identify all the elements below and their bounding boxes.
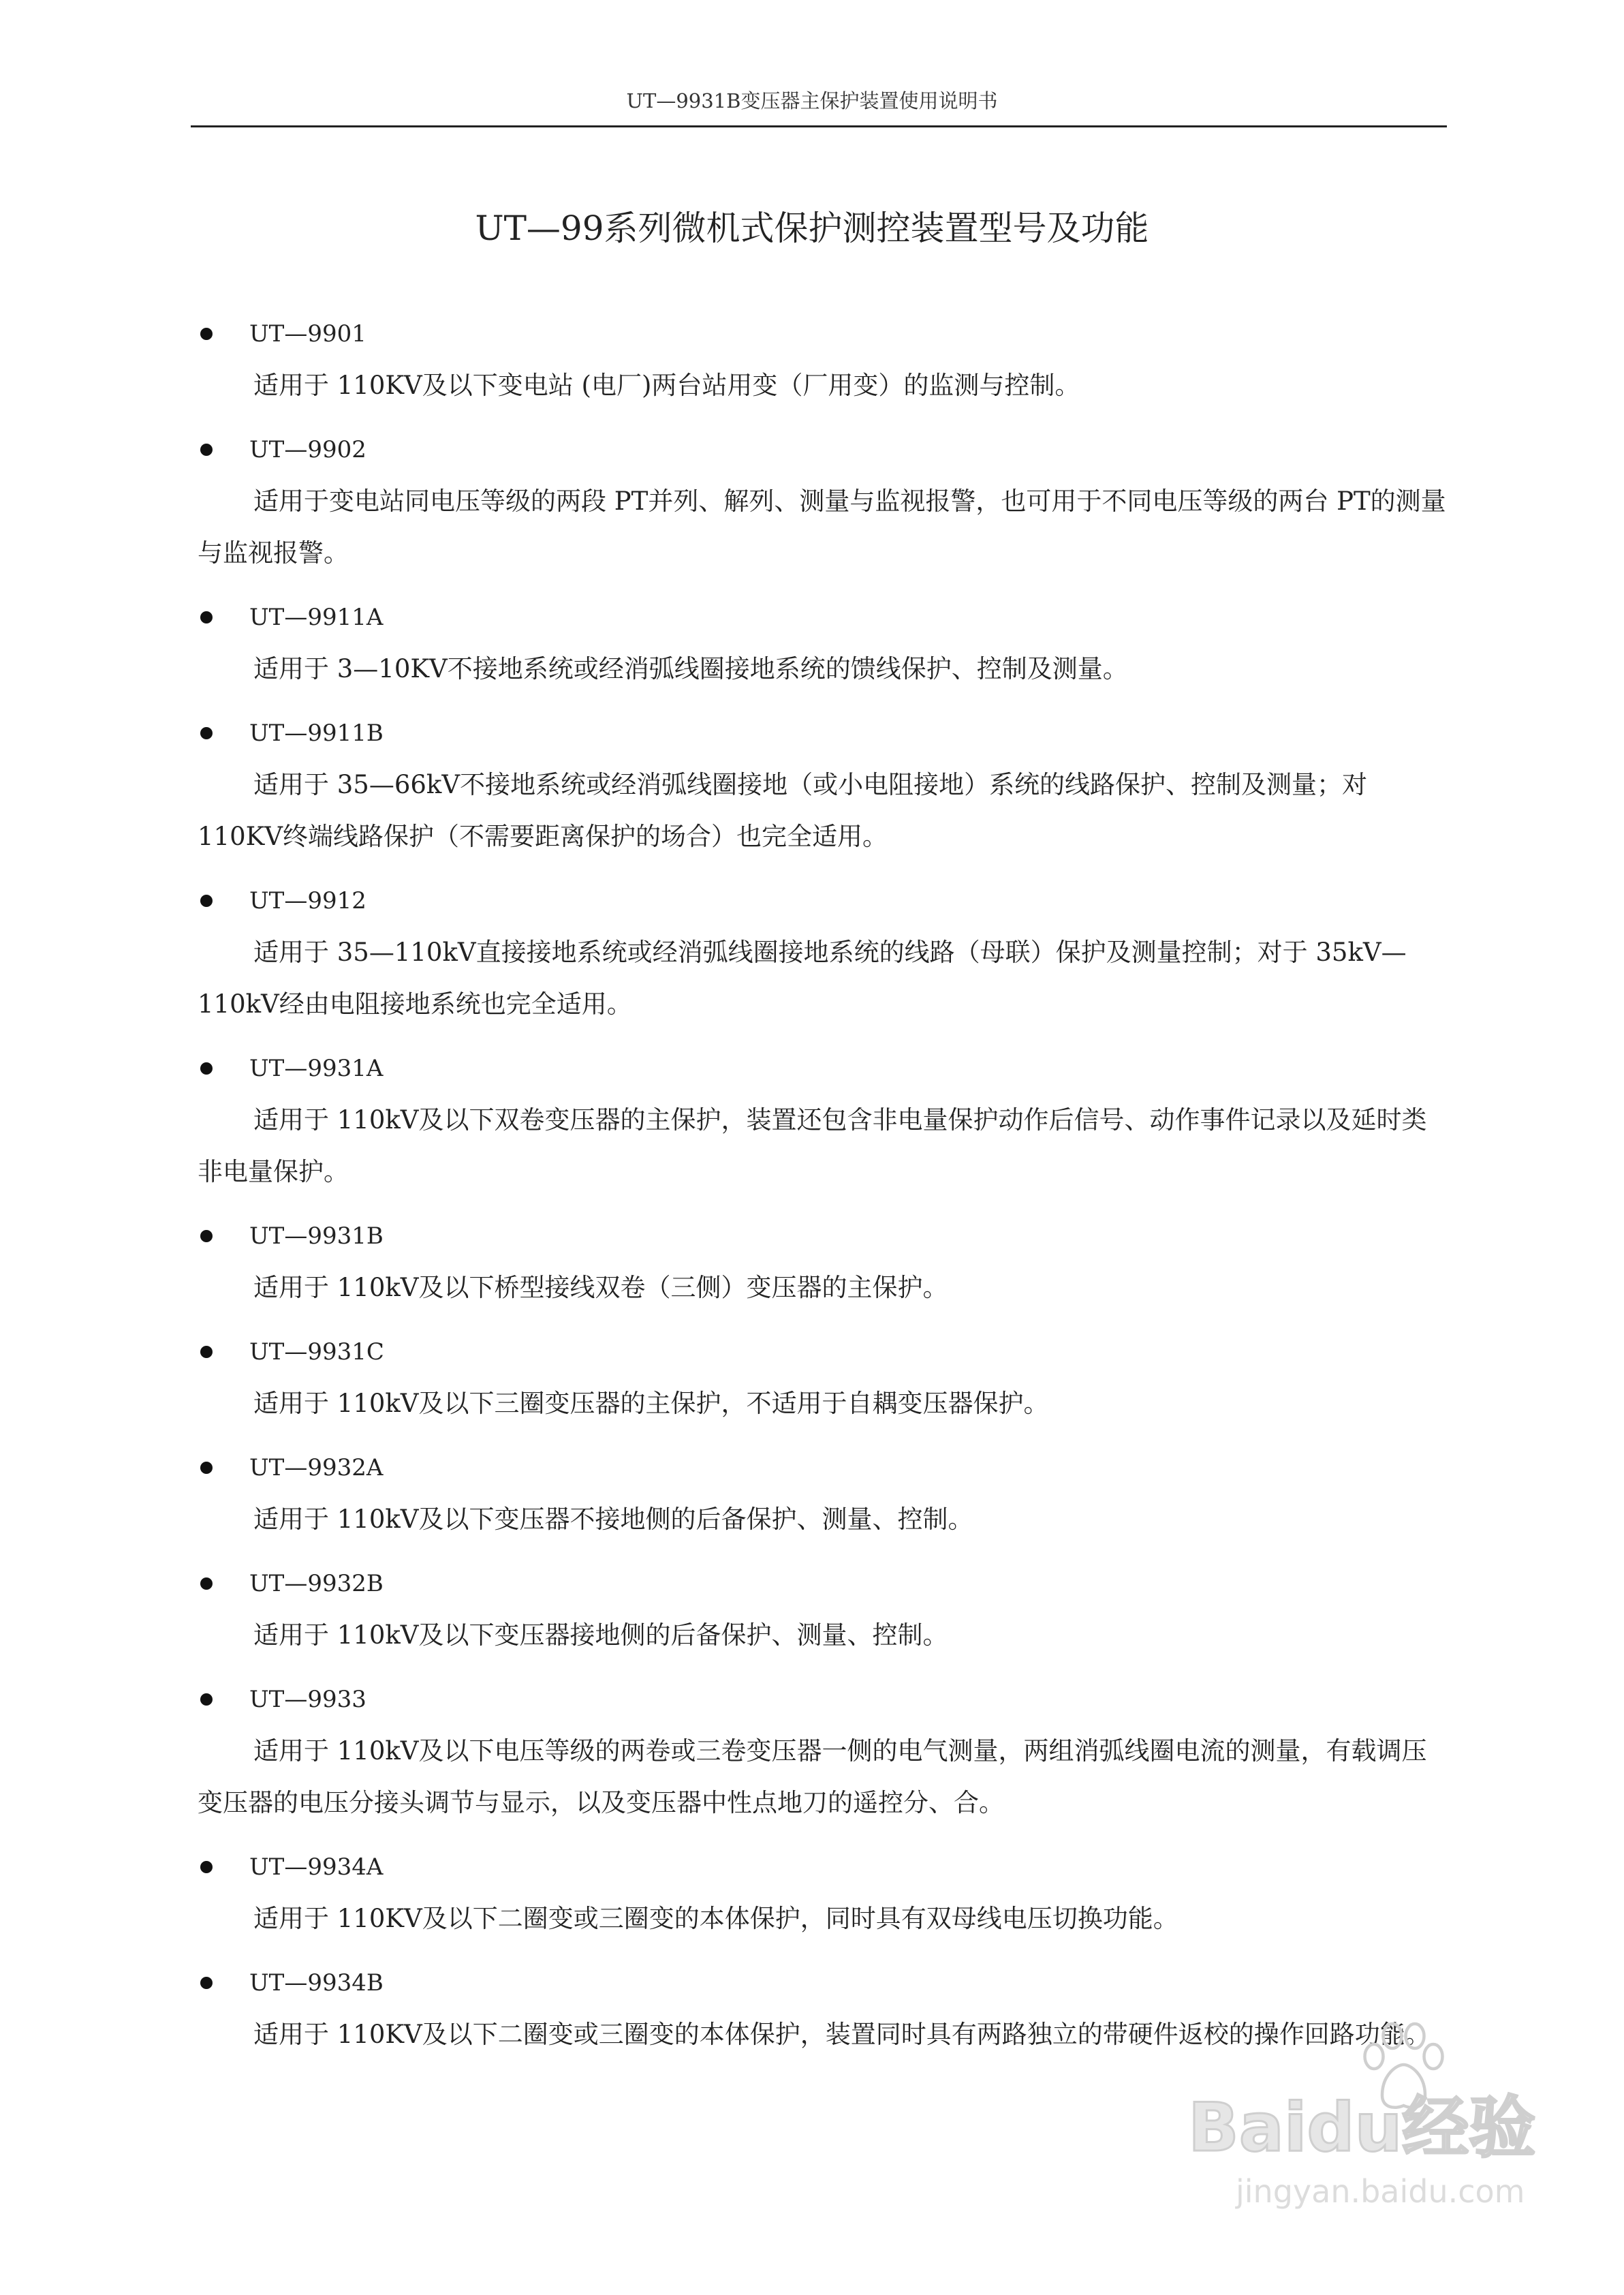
model-description: 适用于 35—66kV不接地系统或经消弧线圈接地（或小电阻接地）系统的线路保护、控制及测量；对 110KV终端线路保护（不需要距离保护的场合）也完全适用。 [198,770,1368,851]
bullet-icon [200,1346,213,1358]
model-row [198,1447,1451,1488]
bullet-icon [200,1861,213,1873]
model-description: 适用于 110KV及以下变电站 (电厂)两台站用变（厂用变）的监测与控制。 [253,371,1080,400]
page-title: UT—99系列微机式保护测控装置型号及功能 [475,209,1149,248]
model-row [198,1679,1451,1720]
bullet-icon [200,1977,213,1989]
model-row [198,1847,1451,1888]
model-name: UT—9934A [249,1853,384,1881]
bullet-icon [200,1062,213,1075]
bullet-icon [200,611,213,623]
model-name: UT—9911B [249,720,384,747]
model-description: 适用于 110kV及以下变压器不接地侧的后备保护、测量、控制。 [253,1505,973,1534]
model-description: 适用于 110kV及以下电压等级的两卷或三卷变压器一侧的电气测量，两组消弧线圈电流的测量，有载调压变压器的电压分接头调节与显示，以及变压器中性点地刀的遥控分、合。 [198,1736,1427,1817]
model-row [198,1216,1451,1257]
model-description: 适用于 110KV及以下二圈变或三圈变的本体保护，装置同时具有两路独立的带硬件返校的操作回路功能。 [253,2020,1431,2049]
model-row [198,880,1451,921]
bullet-icon [200,444,213,456]
model-row [198,1331,1451,1372]
list-item [198,1447,1451,1545]
model-description: 适用于 110KV及以下二圈变或三圈变的本体保护，同时具有双母线电压切换功能。 [253,1904,1178,1933]
model-description: 适用于 110kV及以下三圈变压器的主保护，不适用于自耦变压器保护。 [253,1389,1049,1418]
model-name: UT—9931B [249,1222,384,1250]
bullet-icon [200,727,213,739]
model-row [198,429,1451,470]
model-name: UT—9932B [249,1570,384,1597]
model-row [198,1048,1451,1089]
model-name: UT—9931C [249,1338,384,1366]
model-description: 适用于 110kV及以下变压器接地侧的后备保护、测量、控制。 [253,1620,948,1650]
model-name: UT—9912 [249,887,366,914]
model-description: 适用于 35—110kV直接接地系统或经消弧线圈接地系统的线路（母联）保护及测量控制；对于 35kV—110kV经由电阻接地系统也完全适用。 [198,938,1407,1019]
bullet-icon [200,1462,213,1474]
bullet-icon [200,1577,213,1590]
list-item [198,313,1451,412]
bullet-icon [200,1693,213,1706]
baidu-jingyan-watermark [1188,2016,1570,2220]
bullet-icon [200,1230,213,1242]
model-row [198,1563,1451,1604]
model-name: UT—9933 [249,1686,366,1713]
watermark-url: jingyan.baidu.com [1236,2173,1525,2210]
list-item [198,1563,1451,1661]
model-row [198,597,1451,638]
model-name: UT—9934B [249,1969,384,1997]
list-item [198,1679,1451,1829]
model-list [198,313,1451,2078]
running-header: UT—9931B变压器主保护装置使用说明书 [626,89,998,112]
watermark-brand: Baidu经验 [1188,2089,1536,2167]
header-divider [191,125,1447,127]
list-item [198,597,1451,695]
list-item [198,1847,1451,1945]
list-item [198,880,1451,1030]
model-row [198,313,1451,354]
list-item [198,713,1451,863]
bullet-icon [200,895,213,907]
list-item [198,1331,1451,1430]
list-item [198,429,1451,579]
model-name: UT—9932A [249,1454,384,1481]
model-name: UT—9901 [249,320,366,348]
model-name: UT—9931A [249,1055,384,1082]
model-description: 适用于 110kV及以下双卷变压器的主保护，装置还包含非电量保护动作后信号、动作事件记录以及延时类非电量保护。 [198,1105,1427,1186]
model-description: 适用于 3—10KV不接地系统或经消弧线圈接地系统的馈线保护、控制及测量。 [253,654,1128,683]
bullet-icon [200,328,213,340]
model-name: UT—9902 [249,436,366,463]
model-description: 适用于变电站同电压等级的两段 PT并列、解列、测量与监视报警，也可用于不同电压等级的两台 PT的测量与监视报警。 [198,487,1446,568]
model-name: UT—9911A [249,604,384,631]
model-description: 适用于 110kV及以下桥型接线双卷（三侧）变压器的主保护。 [253,1273,948,1302]
list-item [198,1216,1451,1314]
list-item [198,1048,1451,1198]
model-row [198,713,1451,754]
model-row [198,1962,1451,2003]
